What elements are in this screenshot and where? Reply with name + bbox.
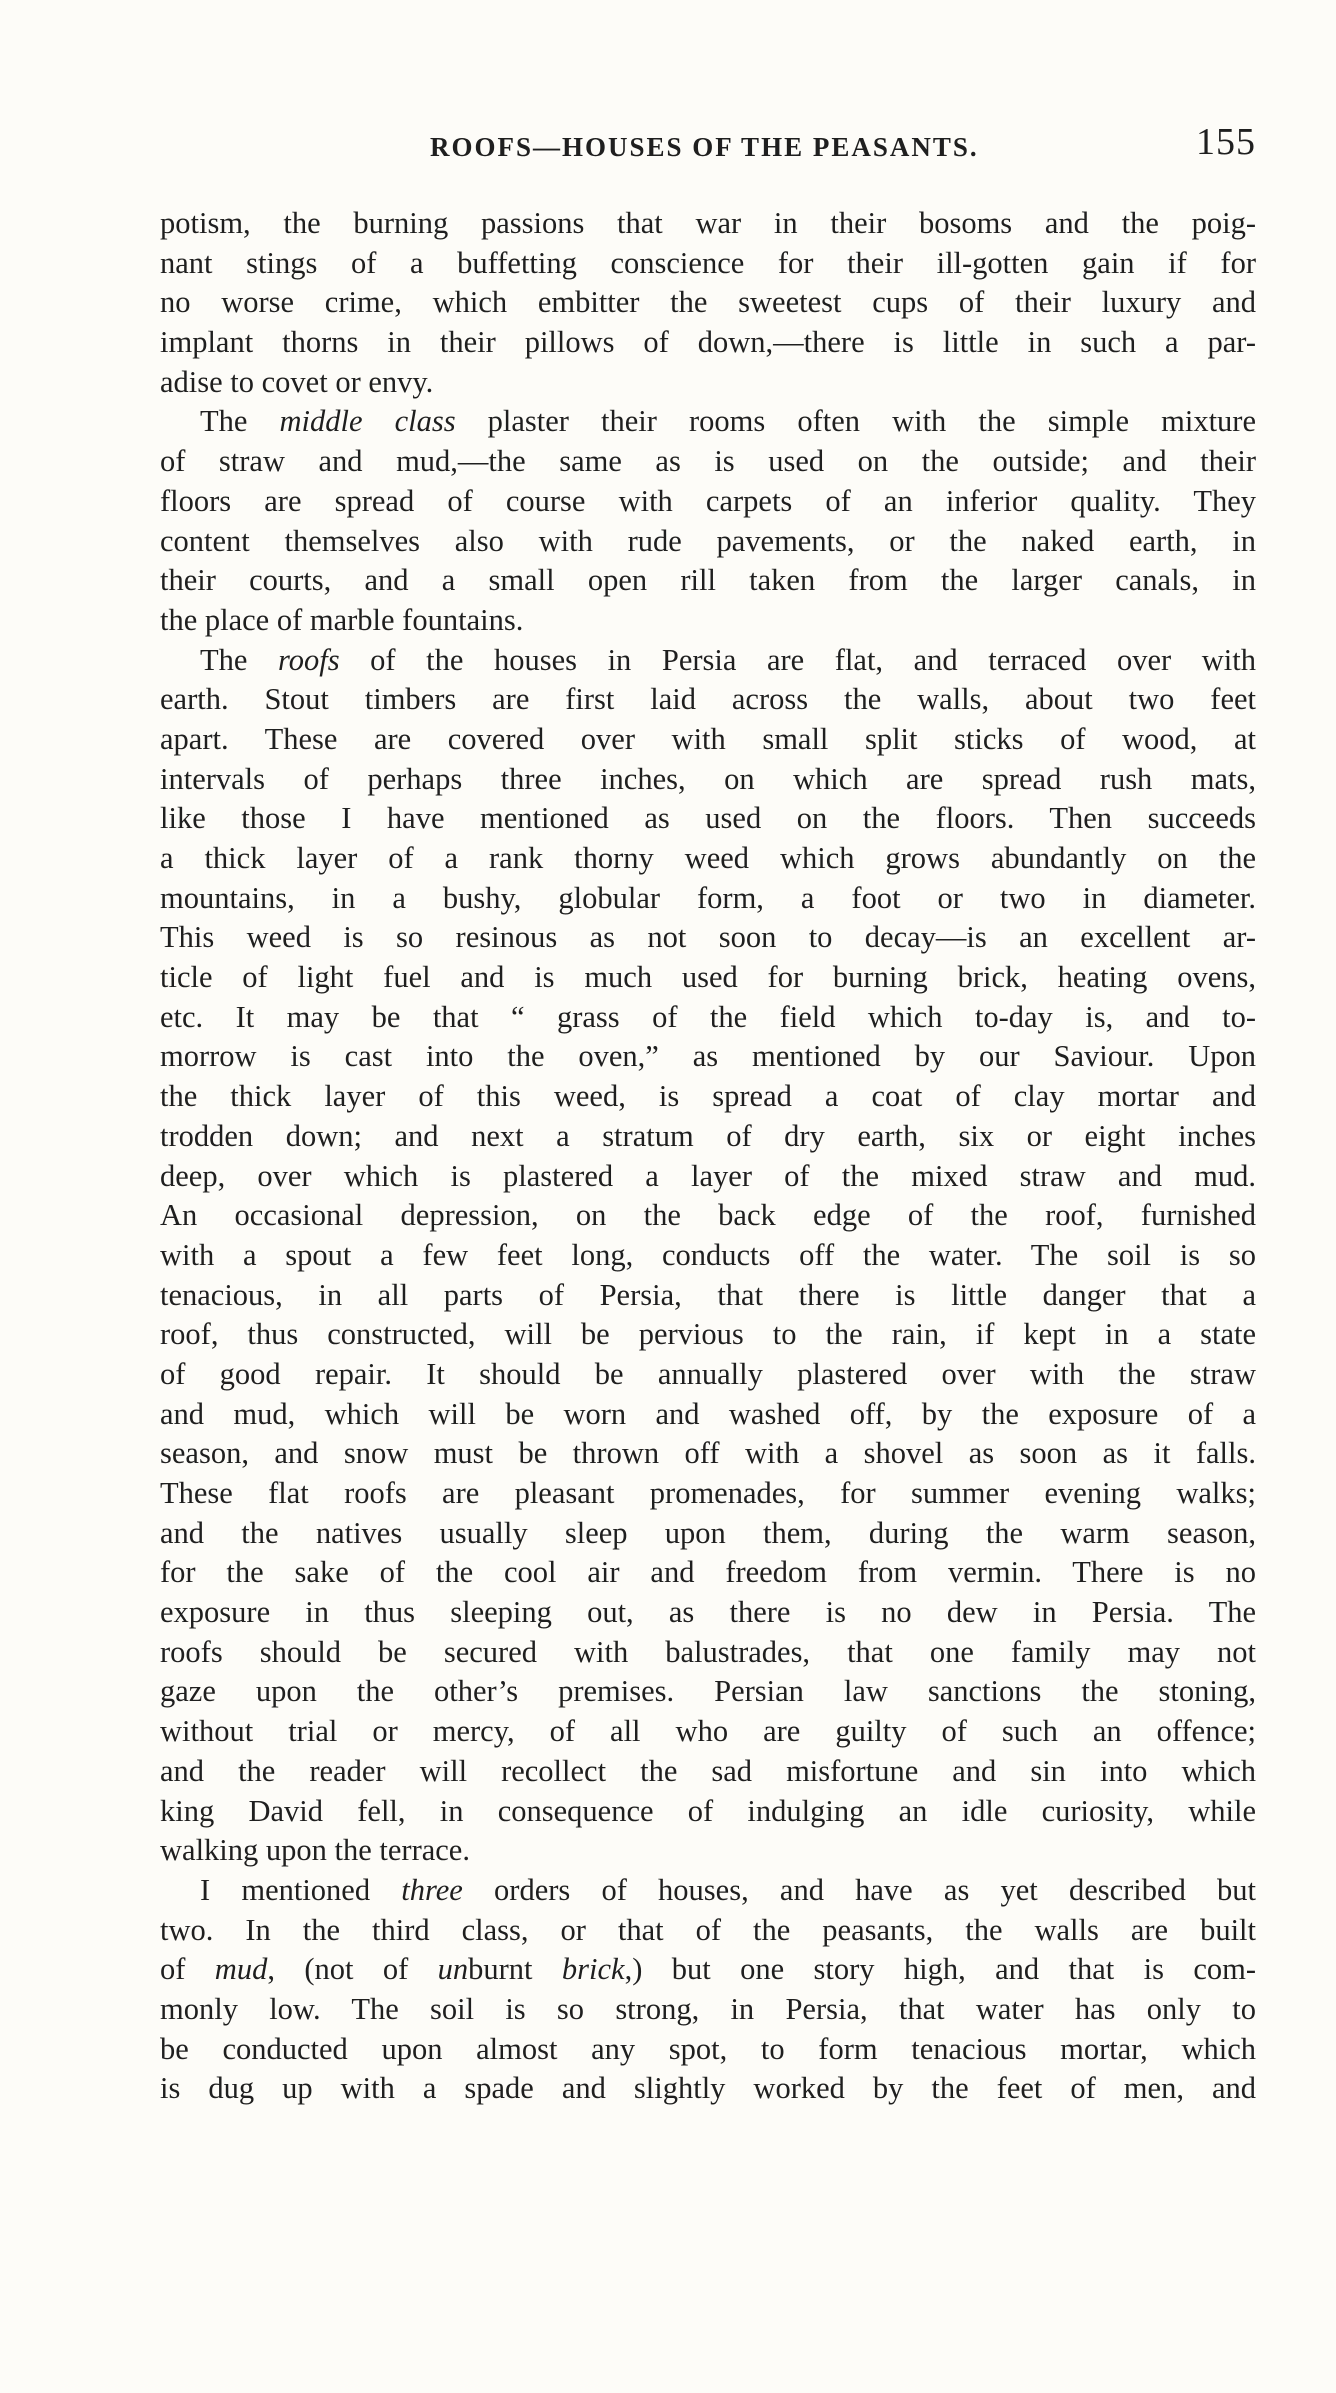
text-line: of straw and mud,—the same as is used on the outside; and their bbox=[160, 444, 1256, 479]
text-line: exposure in thus sleeping out, as there is no dew in Persia. The bbox=[160, 1595, 1256, 1630]
page-number: 155 bbox=[1196, 121, 1256, 163]
text-line: roof, thus constructed, will be pervious to the rain, if kept in a state bbox=[160, 1317, 1256, 1352]
text-line: The roofs of the houses in Persia are flat, and terraced over with bbox=[200, 642, 1256, 677]
text-line: their courts, and a small open rill taken from the larger canals, in bbox=[160, 563, 1256, 598]
text-line: no worse crime, which embitter the sweetest cups of their luxury and bbox=[160, 285, 1256, 320]
text-line: king David fell, in consequence of indulging an idle curiosity, while bbox=[160, 1793, 1256, 1828]
text-line: nant stings of a buffetting conscience for their ill-gotten gain if for bbox=[160, 245, 1256, 280]
text-line: the thick layer of this weed, is spread a coat of clay mortar and bbox=[160, 1079, 1256, 1114]
text-line: I mentioned three orders of houses, and have as yet described but bbox=[200, 1872, 1256, 1907]
italic-text: three bbox=[401, 1872, 463, 1907]
text-line: two. In the third class, or that of the peasants, the walls are built bbox=[160, 1912, 1256, 1947]
text-line: apart. These are covered over with small split sticks of wood, at bbox=[160, 721, 1256, 756]
italic-text: roofs bbox=[278, 642, 340, 677]
text-line: etc. It may be that “ grass of the field which to-day is, and to- bbox=[160, 999, 1256, 1034]
text-line: roofs should be secured with balustrades, that one family may not bbox=[160, 1634, 1256, 1669]
text-line: implant thorns in their pillows of down,—there is little in such a par- bbox=[160, 325, 1256, 360]
text-line: content themselves also with rude pavements, or the naked earth, in bbox=[160, 523, 1256, 558]
text-line: potism, the burning passions that war in their bosoms and the poig- bbox=[160, 206, 1256, 240]
text-line: deep, over which is plastered a layer of the mixed straw and mud. bbox=[160, 1158, 1256, 1193]
text-line: and mud, which will be worn and washed off, by the exposure of a bbox=[160, 1396, 1256, 1431]
text-line: floors are spread of course with carpets of an inferior quality. They bbox=[160, 483, 1256, 518]
text-line: tenacious, in all parts of Persia, that there is little danger that a bbox=[160, 1277, 1256, 1312]
running-head: ROOFS—HOUSES OF THE PEASANTS. bbox=[430, 132, 979, 162]
text-line: gaze upon the other’s premises. Persian law sanctions the stoning, bbox=[160, 1674, 1256, 1709]
text-line: adise to covet or envy. bbox=[160, 364, 434, 399]
text-line: be conducted upon almost any spot, to form tenacious mortar, which bbox=[160, 2031, 1256, 2066]
page-header bbox=[160, 118, 1256, 178]
text-line: and the reader will recollect the sad misfortune and sin into which bbox=[160, 1753, 1256, 1788]
text-line: morrow is cast into the oven,” as mentioned by our Saviour. Upon bbox=[160, 1039, 1256, 1074]
text-line: is dug up with a spade and slightly worked by the feet of men, and bbox=[160, 2071, 1256, 2106]
text-line: season, and snow must be thrown off with a shovel as soon as it falls. bbox=[160, 1436, 1256, 1471]
text-line: These flat roofs are pleasant promenades, for summer evening walks; bbox=[160, 1476, 1256, 1510]
text-line: This weed is so resinous as not soon to decay—is an excellent ar- bbox=[160, 920, 1256, 955]
text-line: without trial or mercy, of all who are guilty of such an offence; bbox=[160, 1714, 1256, 1749]
text-line: earth. Stout timbers are first laid across the walls, about two feet bbox=[160, 682, 1256, 717]
italic-text: middle class bbox=[279, 404, 456, 439]
body-text bbox=[160, 204, 1256, 2109]
text-line: The middle class plaster their rooms often with the simple mixture bbox=[200, 404, 1256, 439]
italic-text: un bbox=[437, 1952, 469, 1987]
text-line: of mud, (not of unburnt brick,) but one story high, and that is com- bbox=[160, 1952, 1256, 1987]
italic-text: mud bbox=[214, 1952, 268, 1987]
text-line: for the sake of the cool air and freedom from vermin. There is no bbox=[160, 1555, 1256, 1590]
text-line: with a spout a few feet long, conducts off the water. The soil is so bbox=[160, 1237, 1256, 1272]
text-line: mountains, in a bushy, globular form, a foot or two in diameter. bbox=[160, 880, 1256, 915]
text-line: intervals of perhaps three inches, on which are spread rush mats, bbox=[160, 761, 1256, 796]
text-line: trodden down; and next a stratum of dry earth, six or eight inches bbox=[160, 1118, 1256, 1153]
text-line: the place of marble fountains. bbox=[160, 602, 524, 637]
text-line: monly low. The soil is so strong, in Persia, that water has only to bbox=[160, 1991, 1256, 2026]
text-line: walking upon the terrace. bbox=[160, 1833, 470, 1868]
text-line: An occasional depression, on the back edge of the roof, furnished bbox=[160, 1198, 1256, 1233]
italic-text: brick bbox=[561, 1952, 625, 1987]
text-line: like those I have mentioned as used on the floors. Then succeeds bbox=[160, 801, 1256, 836]
text-line: a thick layer of a rank thorny weed which grows abundantly on the bbox=[160, 841, 1256, 875]
text-line: of good repair. It should be annually plastered over with the straw bbox=[160, 1356, 1256, 1391]
text-line: ticle of light fuel and is much used for burning brick, heating ovens, bbox=[160, 960, 1256, 995]
text-line: and the natives usually sleep upon them, during the warm season, bbox=[160, 1515, 1256, 1550]
